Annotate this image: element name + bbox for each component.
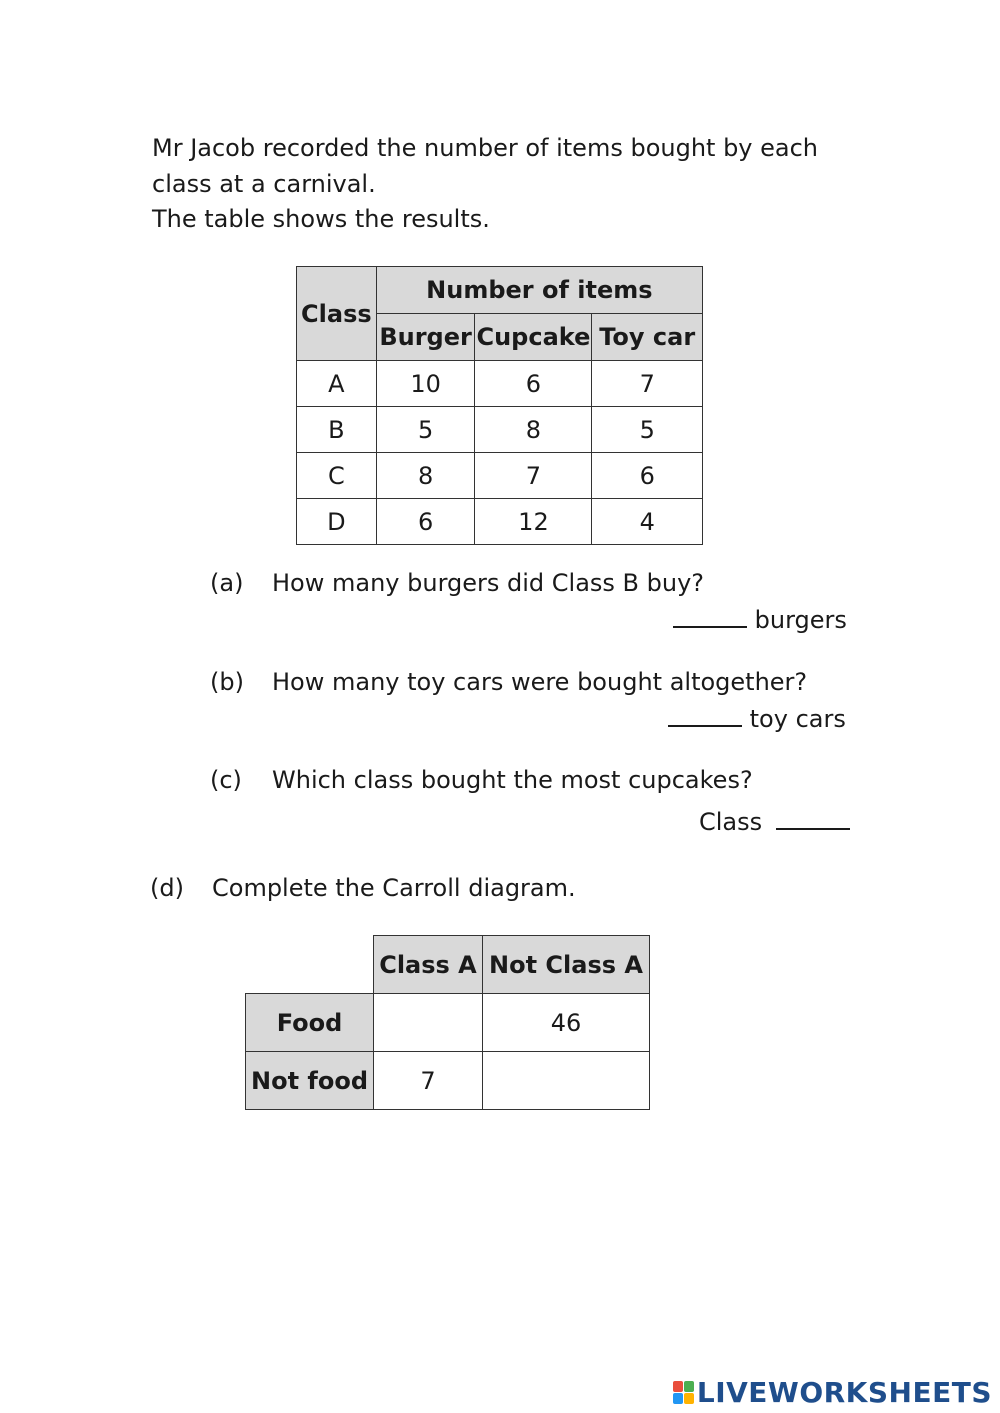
answer-a	[673, 604, 847, 634]
header-cupcake: Cupcake	[475, 314, 592, 361]
table-row	[297, 453, 703, 499]
carroll-cell-food-not-class-a: 46	[483, 994, 650, 1052]
cell-burger: 10	[376, 361, 475, 407]
carroll-cell-food-class-a[interactable]	[374, 994, 483, 1052]
intro-line-3: The table shows the results.	[152, 205, 490, 233]
carroll-header-class-a: Class A	[374, 936, 483, 994]
intro-line-1: Mr Jacob recorded the number of items bought by each	[152, 134, 819, 162]
logo-text: LIVEWORKSHEETS	[696, 1376, 992, 1409]
row-class: D	[297, 499, 377, 545]
carroll-row-not-food: Not food	[246, 1052, 374, 1110]
question-c-text: Which class bought the most cupcakes?	[272, 766, 753, 794]
header-burger: Burger	[376, 314, 475, 361]
question-d-label: (d)	[150, 874, 184, 902]
liveworksheets-logo	[673, 1376, 992, 1409]
question-c-label: (c)	[210, 766, 242, 794]
answer-c-prefix: Class	[699, 808, 763, 836]
table-row	[297, 499, 703, 545]
cell-toy-car: 4	[592, 499, 703, 545]
carroll-corner	[246, 936, 374, 994]
cell-cupcake: 12	[475, 499, 592, 545]
cell-cupcake: 6	[475, 361, 592, 407]
answer-b	[668, 703, 846, 733]
intro-line-2: class at a carnival.	[152, 170, 376, 198]
carroll-cell-not-food-not-class-a[interactable]	[483, 1052, 650, 1110]
question-d-text: Complete the Carroll diagram.	[212, 874, 576, 902]
row-class: C	[297, 453, 377, 499]
question-a-text: How many burgers did Class B buy?	[272, 569, 705, 597]
table-row	[297, 361, 703, 407]
cell-toy-car: 5	[592, 407, 703, 453]
header-toy-car: Toy car	[592, 314, 703, 361]
cell-toy-car: 6	[592, 453, 703, 499]
answer-b-blank[interactable]	[668, 703, 742, 727]
header-number-of-items: Number of items	[376, 267, 702, 314]
carroll-cell-not-food-class-a: 7	[374, 1052, 483, 1110]
cell-cupcake: 8	[475, 407, 592, 453]
logo-mark-icon	[673, 1381, 695, 1405]
question-b-text: How many toy cars were bought altogether?	[272, 668, 808, 696]
carroll-header-not-class-a: Not Class A	[483, 936, 650, 994]
cell-burger: 8	[376, 453, 475, 499]
header-class: Class	[297, 267, 377, 361]
question-a-label: (a)	[210, 569, 244, 597]
items-table	[296, 266, 703, 545]
question-b-label: (b)	[210, 668, 244, 696]
cell-burger: 5	[376, 407, 475, 453]
cell-cupcake: 7	[475, 453, 592, 499]
answer-a-unit: burgers	[754, 606, 847, 634]
answer-c	[699, 806, 850, 836]
cell-burger: 6	[376, 499, 475, 545]
table-row	[297, 407, 703, 453]
row-class: B	[297, 407, 377, 453]
row-class: A	[297, 361, 377, 407]
carroll-diagram	[245, 935, 650, 1110]
answer-b-unit: toy cars	[749, 705, 846, 733]
intro-text	[152, 130, 818, 202]
carroll-row-food: Food	[246, 994, 374, 1052]
cell-toy-car: 7	[592, 361, 703, 407]
answer-c-blank[interactable]	[776, 806, 850, 830]
answer-a-blank[interactable]	[673, 604, 747, 628]
